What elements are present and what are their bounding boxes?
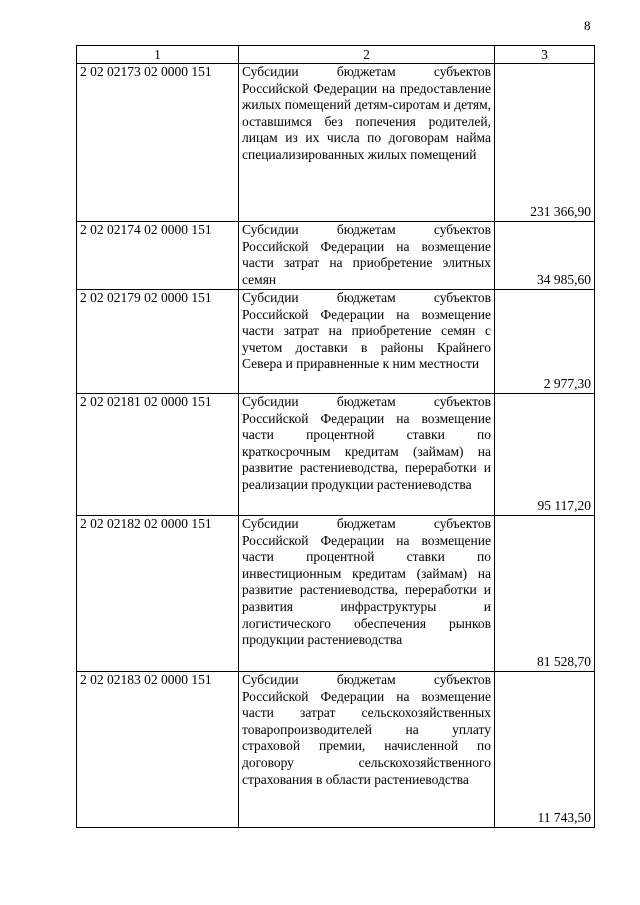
page-number: 8: [584, 18, 591, 33]
row-description: Субсидии бюджетам субъектов Российской Федерации на возмещение части затрат на приобретение элитных семян: [239, 222, 495, 290]
table-row: [77, 64, 595, 222]
row-code: 2 02 02174 02 0000 151: [77, 222, 239, 290]
row-description: Субсидии бюджетам субъектов Российской Федерации на возмещение части процентной ставки по краткосрочным кредитам (займам) на развитие растениеводства, переработки и реализации продукции растениеводства: [239, 394, 495, 516]
row-description: Субсидии бюджетам субъектов Российской Федерации на предоставление жилых помещений детям-сиротам и детям, оставшимся без попечения родителей, лицам из их числа по договорам найма специализированных жилых помещений: [239, 64, 495, 222]
table-header-row: [77, 46, 595, 64]
row-description: Субсидии бюджетам субъектов Российской Федерации на возмещение части затрат на приобретение семян с учетом доставки в районы Крайнего Севера и приравненные к ним местности: [239, 290, 495, 394]
row-code: 2 02 02173 02 0000 151: [77, 64, 239, 222]
row-description: Субсидии бюджетам субъектов Российской Федерации на возмещение части затрат сельскохозяйственных товаропроизводителей на уплату страховой премии, начисленной по договору сельскохозяйственного страхования в области растениеводства: [239, 672, 495, 828]
row-code: 2 02 02181 02 0000 151: [77, 394, 239, 516]
row-description: Субсидии бюджетам субъектов Российской Федерации на возмещение части процентной ставки по инвестиционным кредитам (займам) на развитие растениеводства, переработки и развития инфраструктуры и логистического обеспечения рынков продукции растениеводства: [239, 516, 495, 672]
row-amount: 231 366,90: [495, 64, 595, 222]
row-code: 2 02 02183 02 0000 151: [77, 672, 239, 828]
table-row: [77, 672, 595, 828]
table-row: [77, 394, 595, 516]
column-header-code: 1: [77, 46, 239, 64]
row-amount: 11 743,50: [495, 672, 595, 828]
column-header-amount: 3: [495, 46, 595, 64]
table-row: [77, 222, 595, 290]
row-amount: 34 985,60: [495, 222, 595, 290]
row-amount: 2 977,30: [495, 290, 595, 394]
table-row: [77, 516, 595, 672]
row-code: 2 02 02182 02 0000 151: [77, 516, 239, 672]
row-code: 2 02 02179 02 0000 151: [77, 290, 239, 394]
row-amount: 95 117,20: [495, 394, 595, 516]
table-row: [77, 290, 595, 394]
budget-revenue-table: [76, 45, 595, 828]
column-header-description: 2: [239, 46, 495, 64]
row-amount: 81 528,70: [495, 516, 595, 672]
